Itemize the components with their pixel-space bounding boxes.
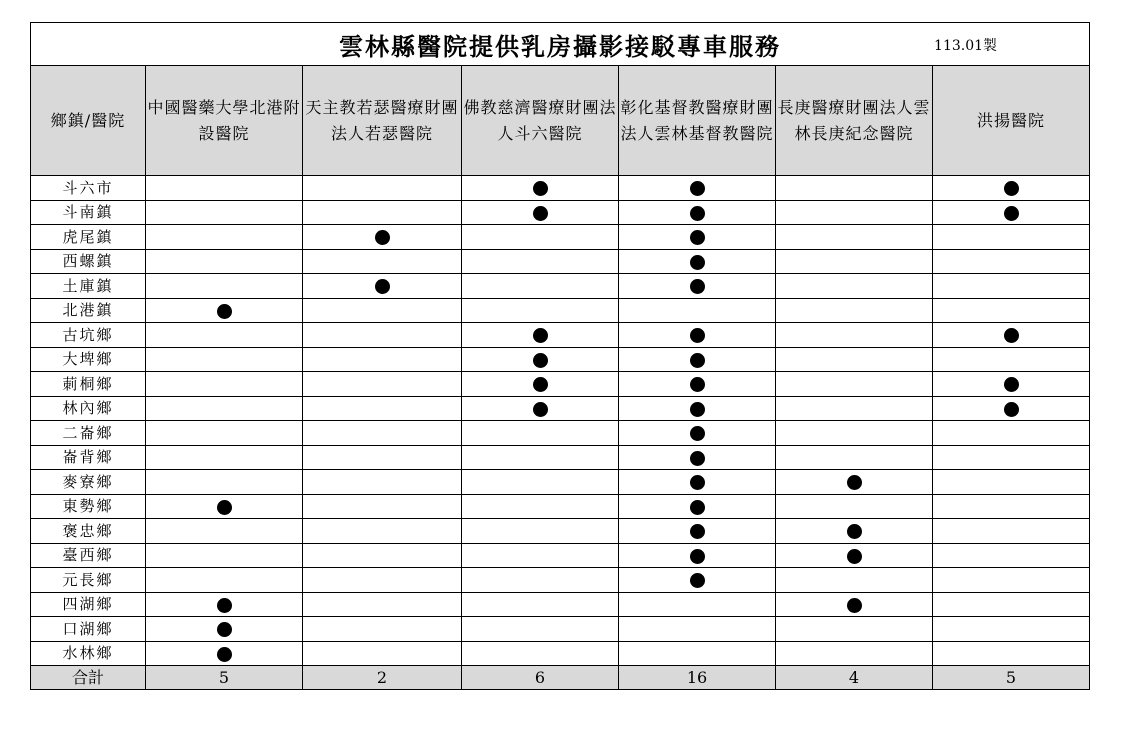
town-name: 莿桐鄉 [31,372,146,397]
service-cell [462,225,619,250]
corner-header: 鄉鎮/醫院 [31,66,146,176]
page-title: 雲林縣醫院提供乳房攝影接駁專車服務 [339,31,782,61]
service-cell [776,372,933,397]
service-cell [303,568,462,593]
service-cell [776,176,933,201]
service-cell [303,641,462,666]
service-cell [933,396,1090,421]
service-cell [146,568,303,593]
service-dot-icon [533,328,548,343]
total-value: 6 [462,666,619,690]
service-dot-icon [847,524,862,539]
town-name: 古坑鄉 [31,323,146,348]
service-dot-icon [533,353,548,368]
service-cell [462,372,619,397]
service-cell [146,592,303,617]
service-cell [303,298,462,323]
service-dot-icon [375,279,390,294]
service-cell [933,641,1090,666]
service-cell [462,274,619,299]
service-dot-icon [690,500,705,515]
hospital-header: 長庚醫療財團法人雲林長庚紀念醫院 [776,66,933,176]
town-name: 口湖鄉 [31,617,146,642]
service-dot-icon [217,647,232,662]
service-cell [462,470,619,495]
service-dot-icon [217,598,232,613]
town-name: 元長鄉 [31,568,146,593]
title-cell [31,23,1090,66]
service-cell [303,274,462,299]
service-cell [776,298,933,323]
service-cell [933,298,1090,323]
table-row [31,249,1090,274]
service-cell [619,347,776,372]
service-cell [933,176,1090,201]
service-cell [462,617,619,642]
service-dot-icon [690,206,705,221]
service-dot-icon [847,475,862,490]
service-cell [776,470,933,495]
service-cell [303,592,462,617]
service-cell [303,347,462,372]
service-cell [933,519,1090,544]
service-cell [146,347,303,372]
service-dot-icon [690,451,705,466]
service-dot-icon [533,402,548,417]
table-row [31,470,1090,495]
town-name: 崙背鄉 [31,445,146,470]
service-dot-icon [690,279,705,294]
service-cell [776,445,933,470]
service-cell [303,176,462,201]
table-row [31,323,1090,348]
hospital-header: 彰化基督教醫療財團法人雲林基督教醫院 [619,66,776,176]
hospital-header: 佛教慈濟醫療財團法人斗六醫院 [462,66,619,176]
table-row [31,298,1090,323]
service-dot-icon [690,402,705,417]
table-row [31,421,1090,446]
service-cell [146,176,303,201]
service-cell [619,445,776,470]
service-cell [776,225,933,250]
town-name: 二崙鄉 [31,421,146,446]
service-cell [146,543,303,568]
service-cell [146,494,303,519]
table-row [31,274,1090,299]
service-cell [146,323,303,348]
table-row [31,519,1090,544]
service-dot-icon [690,377,705,392]
table-row [31,494,1090,519]
service-dot-icon [1004,328,1019,343]
town-name: 土庫鎮 [31,274,146,299]
service-cell [462,421,619,446]
service-cell [462,494,619,519]
table-row [31,543,1090,568]
town-name: 斗南鎮 [31,200,146,225]
totals-row [31,666,1090,690]
town-name: 西螺鎮 [31,249,146,274]
service-dot-icon [690,230,705,245]
town-name: 麥寮鄉 [31,470,146,495]
edition-date: 113.01製 [934,38,998,54]
service-dot-icon [217,622,232,637]
service-cell [933,347,1090,372]
service-cell [303,519,462,544]
service-cell [146,225,303,250]
service-cell [146,396,303,421]
service-dot-icon [690,353,705,368]
service-cell [933,249,1090,274]
service-cell [619,225,776,250]
service-cell [776,592,933,617]
service-cell [619,421,776,446]
service-cell [776,396,933,421]
service-cell [303,249,462,274]
service-cell [146,421,303,446]
service-dot-icon [690,426,705,441]
town-name: 水林鄉 [31,641,146,666]
service-cell [303,323,462,348]
total-label: 合計 [31,666,146,690]
service-cell [146,617,303,642]
service-cell [619,298,776,323]
service-cell [462,249,619,274]
service-cell [303,421,462,446]
service-dot-icon [217,500,232,515]
service-cell [933,372,1090,397]
service-cell [619,568,776,593]
service-cell [619,641,776,666]
service-cell [619,617,776,642]
service-cell [619,274,776,299]
service-cell [933,617,1090,642]
service-cell [146,298,303,323]
hospital-header: 天主教若瑟醫療財團法人若瑟醫院 [303,66,462,176]
service-cell [462,200,619,225]
service-cell [933,543,1090,568]
service-cell [146,200,303,225]
service-dot-icon [533,377,548,392]
town-name: 四湖鄉 [31,592,146,617]
service-dot-icon [217,304,232,319]
service-dot-icon [690,328,705,343]
service-cell [619,470,776,495]
service-cell [933,494,1090,519]
service-cell [462,592,619,617]
service-dot-icon [847,549,862,564]
table-row [31,445,1090,470]
service-cell [462,323,619,348]
service-cell [933,274,1090,299]
service-cell [776,519,933,544]
total-value: 2 [303,666,462,690]
service-cell [933,323,1090,348]
service-dot-icon [690,475,705,490]
header-row [31,66,1090,176]
service-cell [619,519,776,544]
town-name: 褒忠鄉 [31,519,146,544]
total-value: 4 [776,666,933,690]
town-name: 虎尾鎮 [31,225,146,250]
service-cell [146,641,303,666]
town-name: 林內鄉 [31,396,146,421]
service-dot-icon [847,598,862,613]
service-cell [933,568,1090,593]
service-dot-icon [375,230,390,245]
service-cell [776,274,933,299]
total-value: 5 [146,666,303,690]
service-cell [462,396,619,421]
service-cell [933,200,1090,225]
table-row [31,568,1090,593]
service-cell [303,470,462,495]
service-cell [619,372,776,397]
table-row [31,372,1090,397]
table-row [31,225,1090,250]
table-row [31,617,1090,642]
service-cell [933,445,1090,470]
service-cell [619,176,776,201]
table-row [31,176,1090,201]
service-cell [619,494,776,519]
town-name: 北港鎮 [31,298,146,323]
service-cell [462,519,619,544]
table-row [31,641,1090,666]
service-dot-icon [1004,181,1019,196]
town-name: 東勢鄉 [31,494,146,519]
service-cell [462,641,619,666]
service-cell [462,176,619,201]
service-dot-icon [690,255,705,270]
service-cell [776,641,933,666]
service-cell [462,543,619,568]
service-dot-icon [1004,377,1019,392]
service-cell [776,347,933,372]
service-dot-icon [690,573,705,588]
service-cell [146,274,303,299]
service-cell [776,249,933,274]
service-cell [776,568,933,593]
service-cell [303,543,462,568]
service-cell [776,421,933,446]
service-cell [619,323,776,348]
service-cell [776,617,933,642]
service-cell [933,225,1090,250]
service-cell [303,225,462,250]
service-cell [303,200,462,225]
service-cell [619,200,776,225]
total-value: 16 [619,666,776,690]
service-cell [146,519,303,544]
service-cell [933,421,1090,446]
service-dot-icon [1004,206,1019,221]
service-cell [619,543,776,568]
service-cell [462,347,619,372]
service-cell [776,543,933,568]
town-name: 大埤鄉 [31,347,146,372]
service-cell [303,445,462,470]
service-cell [776,323,933,348]
service-cell [303,617,462,642]
service-dot-icon [690,549,705,564]
service-cell [933,470,1090,495]
hospital-service-table [30,22,1090,690]
service-cell [146,372,303,397]
table-row [31,592,1090,617]
total-value: 5 [933,666,1090,690]
table-row [31,200,1090,225]
service-dot-icon [1004,402,1019,417]
table-row [31,396,1090,421]
service-cell [303,494,462,519]
service-cell [619,249,776,274]
service-cell [619,592,776,617]
service-cell [146,445,303,470]
service-cell [776,200,933,225]
service-dot-icon [533,206,548,221]
service-dot-icon [690,524,705,539]
service-cell [303,396,462,421]
town-name: 臺西鄉 [31,543,146,568]
title-row [31,23,1090,66]
service-cell [462,568,619,593]
service-cell [933,592,1090,617]
service-cell [146,470,303,495]
service-cell [776,494,933,519]
service-cell [146,249,303,274]
hospital-header: 中國醫藥大學北港附設醫院 [146,66,303,176]
table-row [31,347,1090,372]
service-cell [303,372,462,397]
town-name: 斗六市 [31,176,146,201]
service-dot-icon [690,181,705,196]
service-cell [462,445,619,470]
service-cell [462,298,619,323]
service-cell [619,396,776,421]
service-dot-icon [533,181,548,196]
hospital-header: 洪揚醫院 [933,66,1090,176]
